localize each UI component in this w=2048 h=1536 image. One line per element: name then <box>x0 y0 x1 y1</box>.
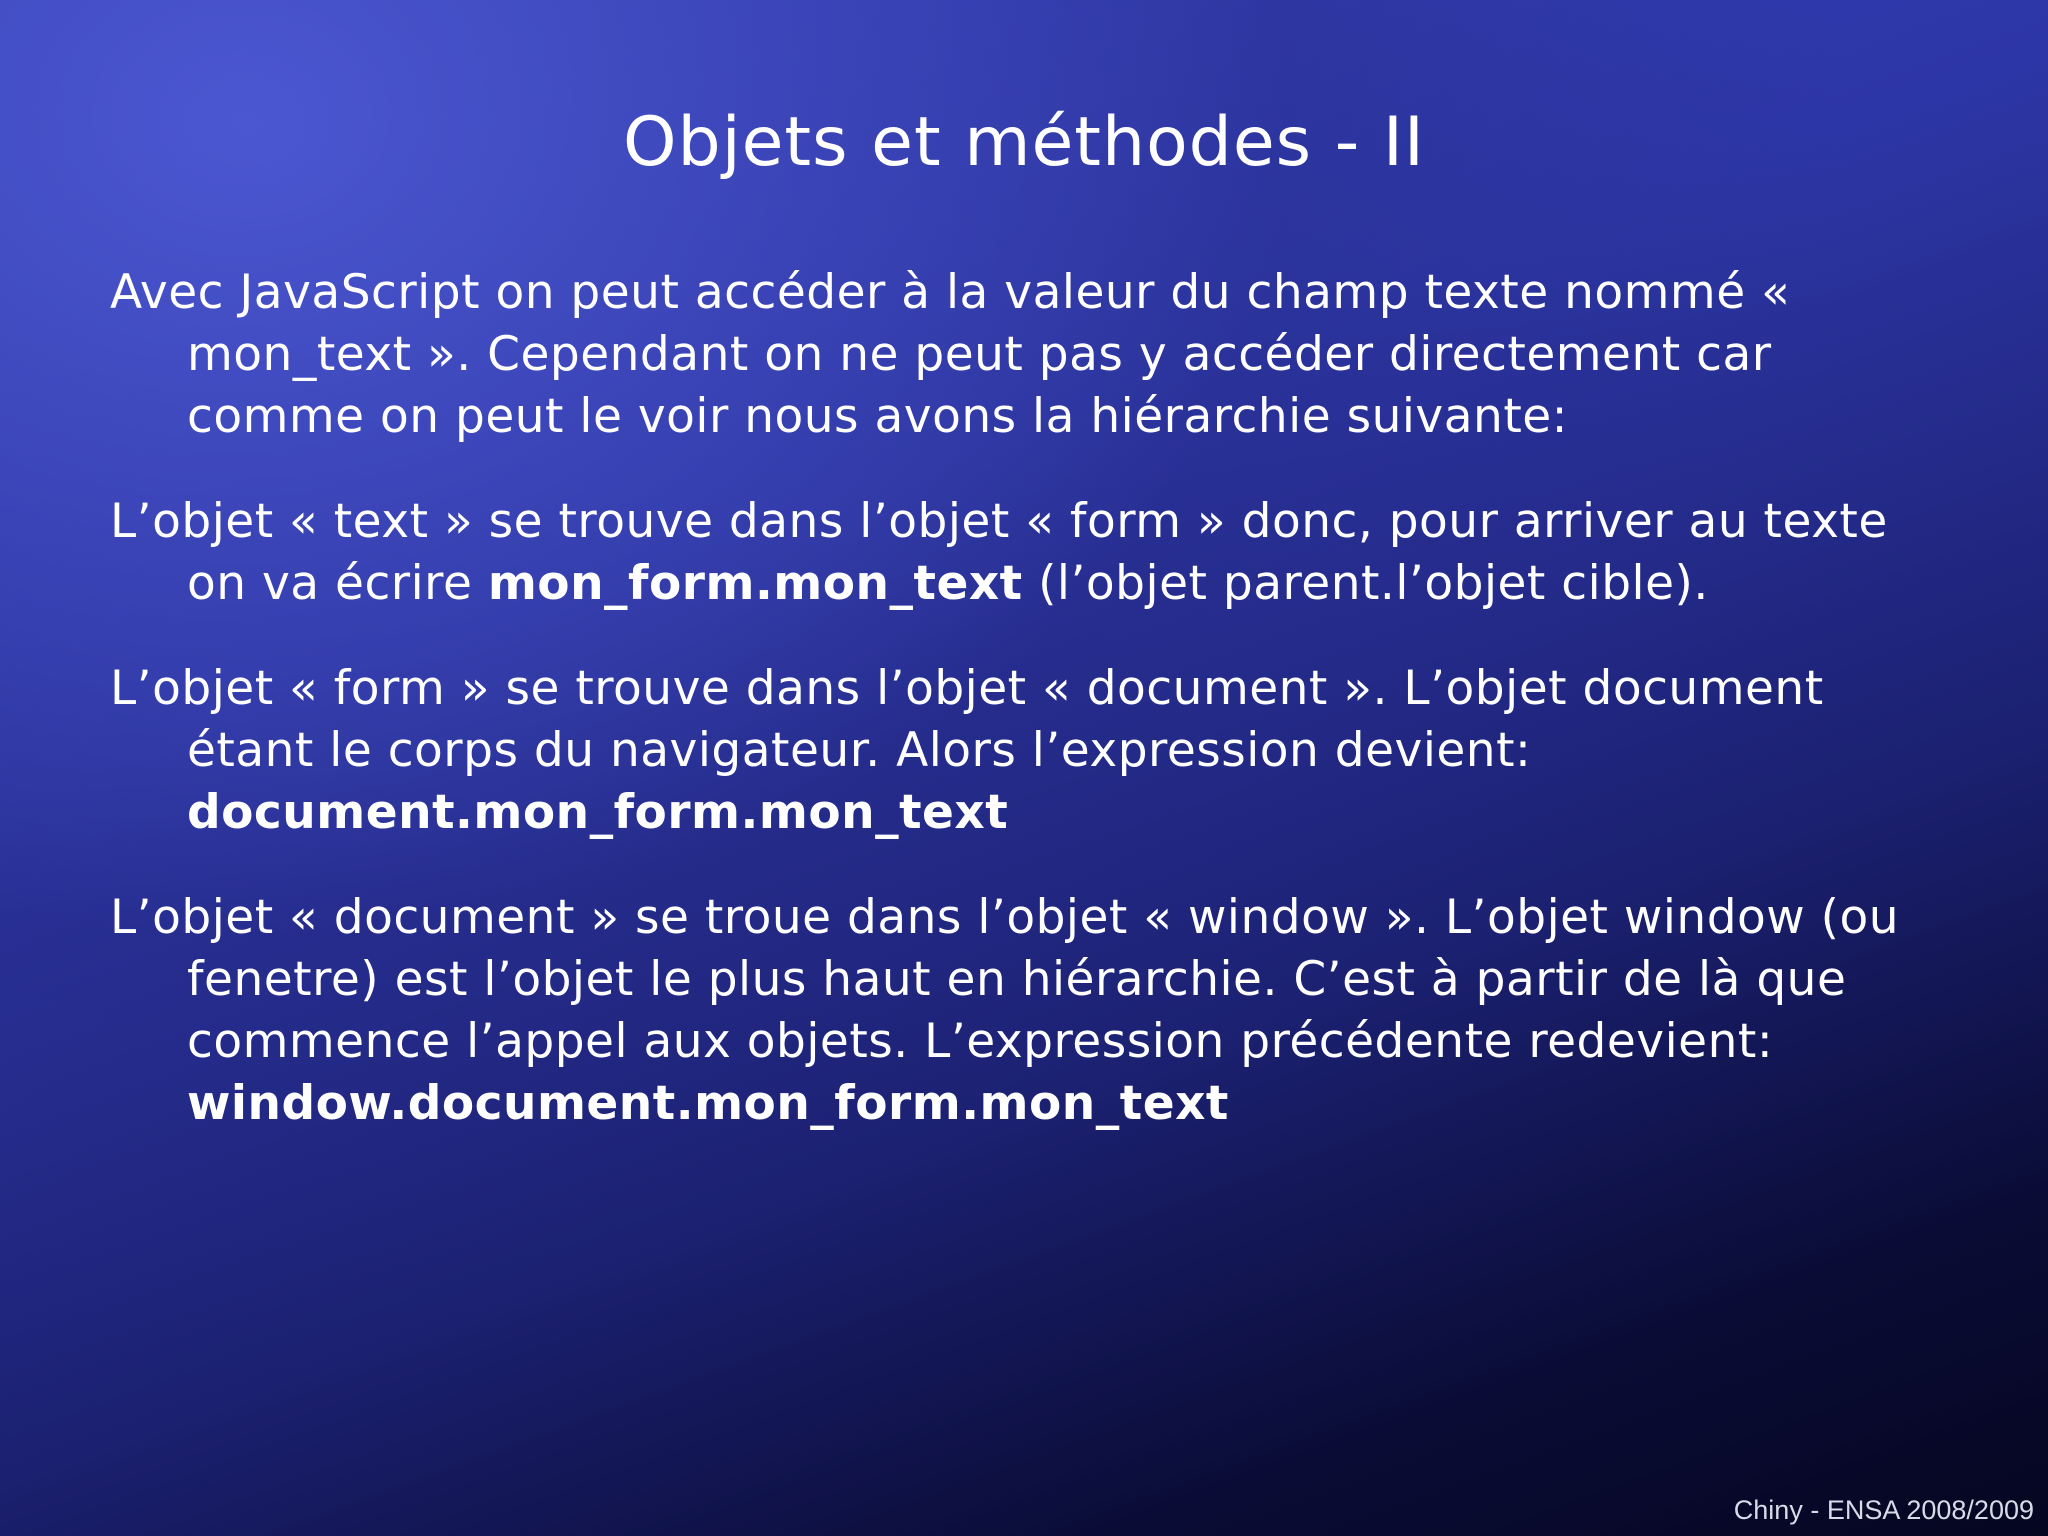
paragraph-3-text: L’objet « form » se trouve dans l’objet « document ». L’objet document étant le corps du navigateur. Alors l’expression devient: <box>110 661 1824 778</box>
paragraph-2-code: mon_form.mon_text <box>487 556 1023 611</box>
paragraph-3-code: document.mon_form.mon_text <box>187 785 1009 840</box>
slide-title: Objets et méthodes - II <box>623 103 1425 182</box>
paragraph-4 <box>110 887 1910 1135</box>
slide-footer: Chiny - ENSA 2008/2009 <box>1733 1495 2034 1525</box>
paragraph-2 <box>110 491 1910 615</box>
paragraph-2-text-after: (l’objet parent.l’objet cible). <box>1022 556 1709 611</box>
paragraph-4-code: window.document.mon_form.mon_text <box>187 1076 1229 1131</box>
paragraph-4-text: L’objet « document » se troue dans l’objet « window ». L’objet window (ou fenetre) est l’objet le plus haut en hiérarchie. C’est à partir de là que commence l’appel aux objets. L’expression précédente redevient: <box>110 890 1900 1069</box>
paragraph-3 <box>110 658 1910 844</box>
slide-content <box>110 262 1910 1178</box>
paragraph-1-text: Avec JavaScript on peut accéder à la valeur du champ texte nommé « mon_text ». Cependant on ne peut pas y accéder directement car comme on peut le voir nous avons la hiérarchie suivante: <box>110 265 1791 444</box>
paragraph-1 <box>110 262 1910 448</box>
paragraph-2-text-before: L’objet « text » se trouve dans l’objet « form » donc, pour arriver au texte on va écrire <box>110 494 1888 611</box>
